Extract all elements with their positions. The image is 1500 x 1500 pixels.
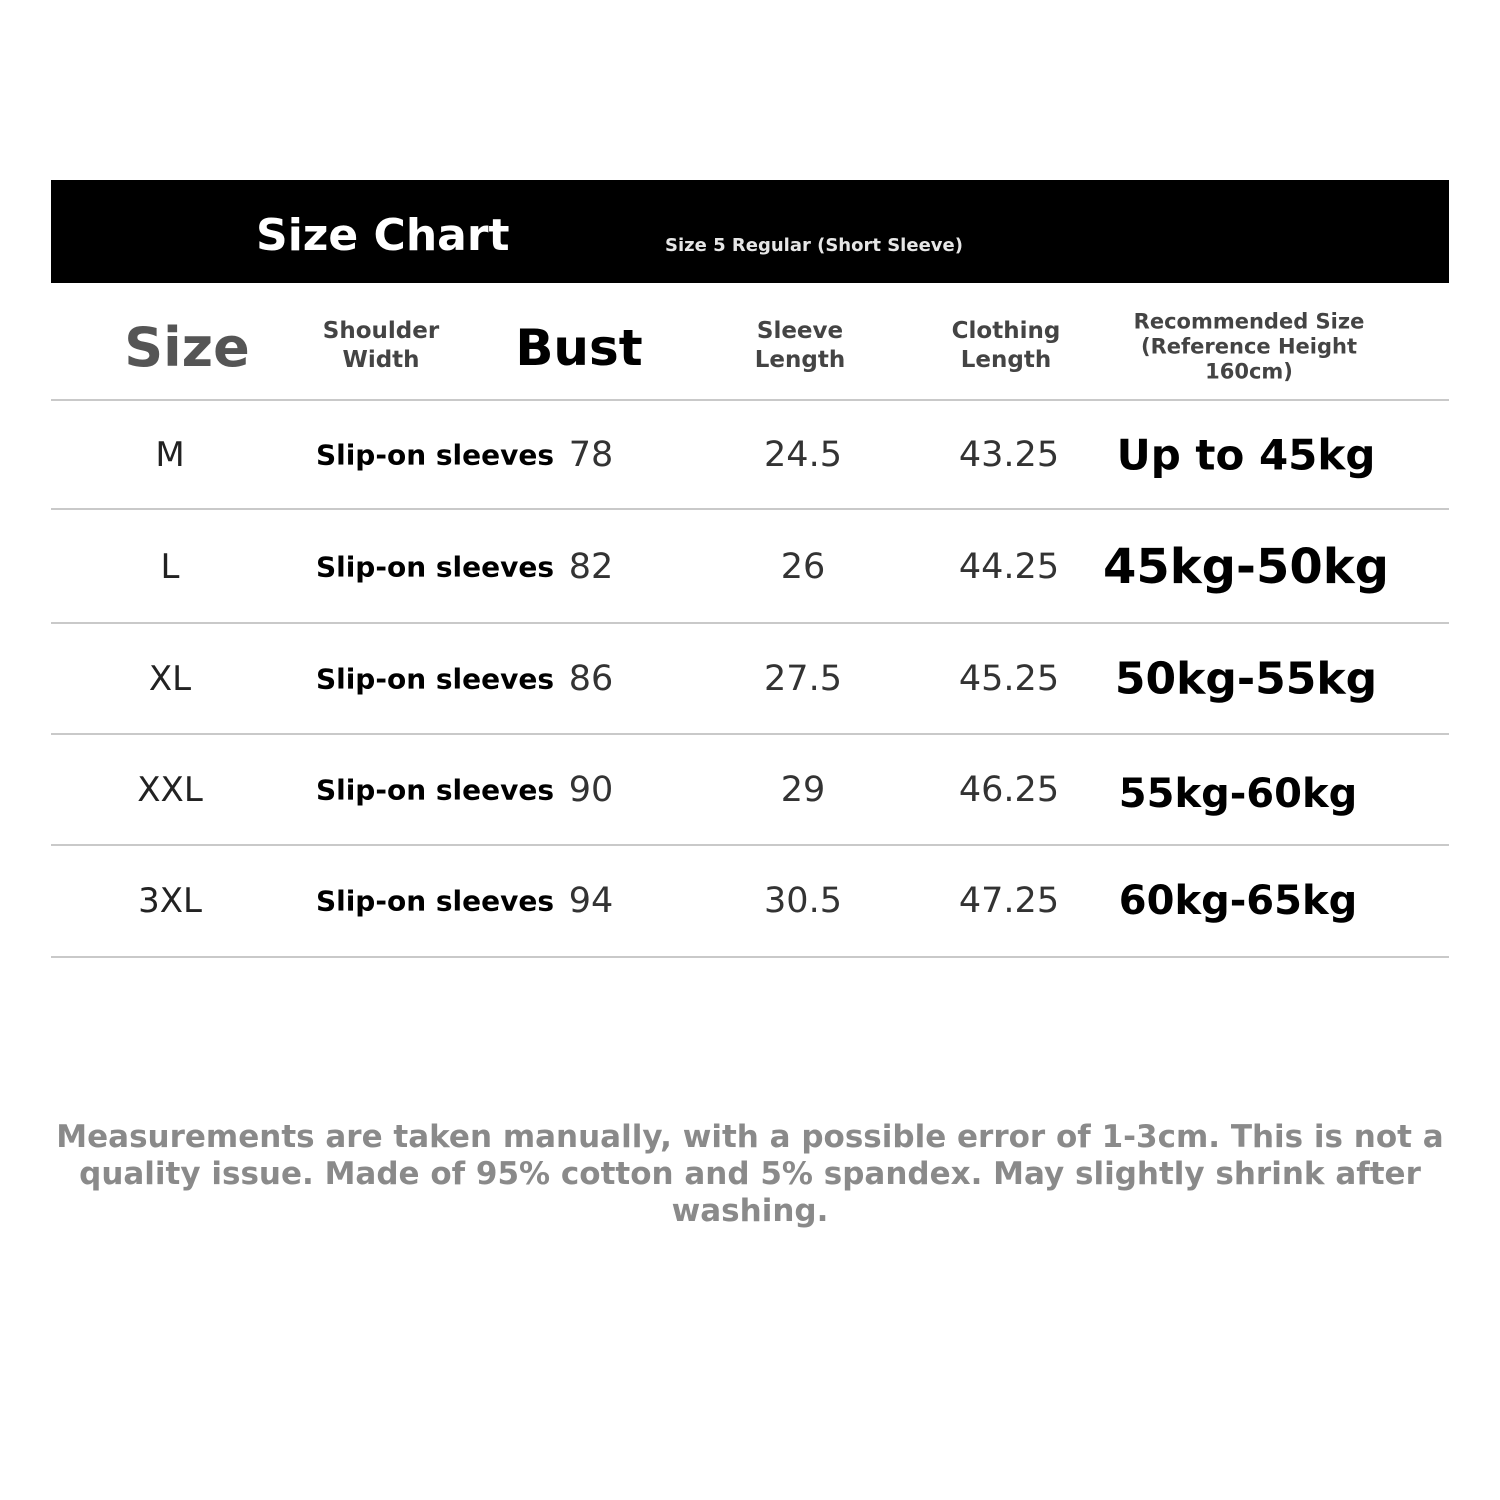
header-size: Size [124,316,250,379]
cell-recommended: 50kg-55kg [1114,653,1378,704]
cell-sleeve: 24.5 [764,434,842,475]
chart-title: Size Chart [256,210,510,261]
cell-bust: 82 [568,546,614,587]
cell-sleeve: 30.5 [764,881,842,921]
header-sleeve-line1: Sleeve [756,318,844,344]
header-recommended-size [1134,310,1365,385]
cell-shoulder: Slip-on sleeves [315,662,555,695]
cell-size: M [155,434,185,475]
cell-length: 44.25 [958,546,1060,587]
cell-length: 47.25 [958,881,1060,921]
cell-sleeve: 27.5 [764,658,842,699]
header-rec-line2: (Reference Height [1141,334,1357,359]
row-divider [51,956,1449,958]
cell-shoulder: Slip-on sleeves [315,438,555,471]
header-clothing-line2: Length [960,347,1052,373]
table-row [51,846,1449,956]
cell-sleeve: 29 [780,769,826,810]
cell-bust: 86 [568,658,614,699]
table-row [51,624,1449,733]
header-clothing-line1: Clothing [951,318,1061,344]
cell-bust: 78 [568,434,614,475]
header-rec-line3: 160cm) [1205,359,1293,384]
cell-recommended: 60kg-65kg [1118,878,1358,924]
cell-recommended: Up to 45kg [1116,430,1376,479]
cell-size: 3XL [138,881,202,921]
title-banner [51,180,1449,283]
header-rec-line1: Recommended Size [1133,309,1365,334]
cell-recommended: 55kg-60kg [1118,770,1358,817]
cell-length: 43.25 [958,434,1060,475]
cell-length: 45.25 [958,658,1060,699]
chart-subtitle: Size 5 Regular (Short Sleeve) [665,235,963,256]
cell-shoulder: Slip-on sleeves [315,884,555,918]
table-row [51,735,1449,844]
header-clothing-length [952,317,1061,375]
header-sleeve-length [755,317,845,375]
cell-shoulder: Slip-on sleeves [315,550,555,583]
cell-recommended: 45kg-50kg [1102,538,1390,595]
cell-length: 46.25 [958,769,1060,810]
header-shoulder-line2: Width [342,347,420,373]
table-row [51,510,1449,623]
cell-bust: 94 [568,881,614,921]
cell-size: XL [148,658,192,699]
header-bust: Bust [515,319,643,377]
cell-bust: 90 [568,769,614,810]
cell-sleeve: 26 [780,546,826,587]
header-shoulder-line1: Shoulder [322,318,440,344]
cell-size: XXL [137,769,203,810]
header-shoulder-width [323,317,439,375]
header-sleeve-line2: Length [754,347,846,373]
footnote: Measurements are taken manually, with a possible error of 1-3cm. This is not a quality issue. Made of 95% cotton and 5% spandex. May slightly shrink after washing. [56,1119,1444,1229]
cell-shoulder: Slip-on sleeves [315,773,555,806]
cell-size: L [160,546,180,587]
table-row [51,401,1449,508]
